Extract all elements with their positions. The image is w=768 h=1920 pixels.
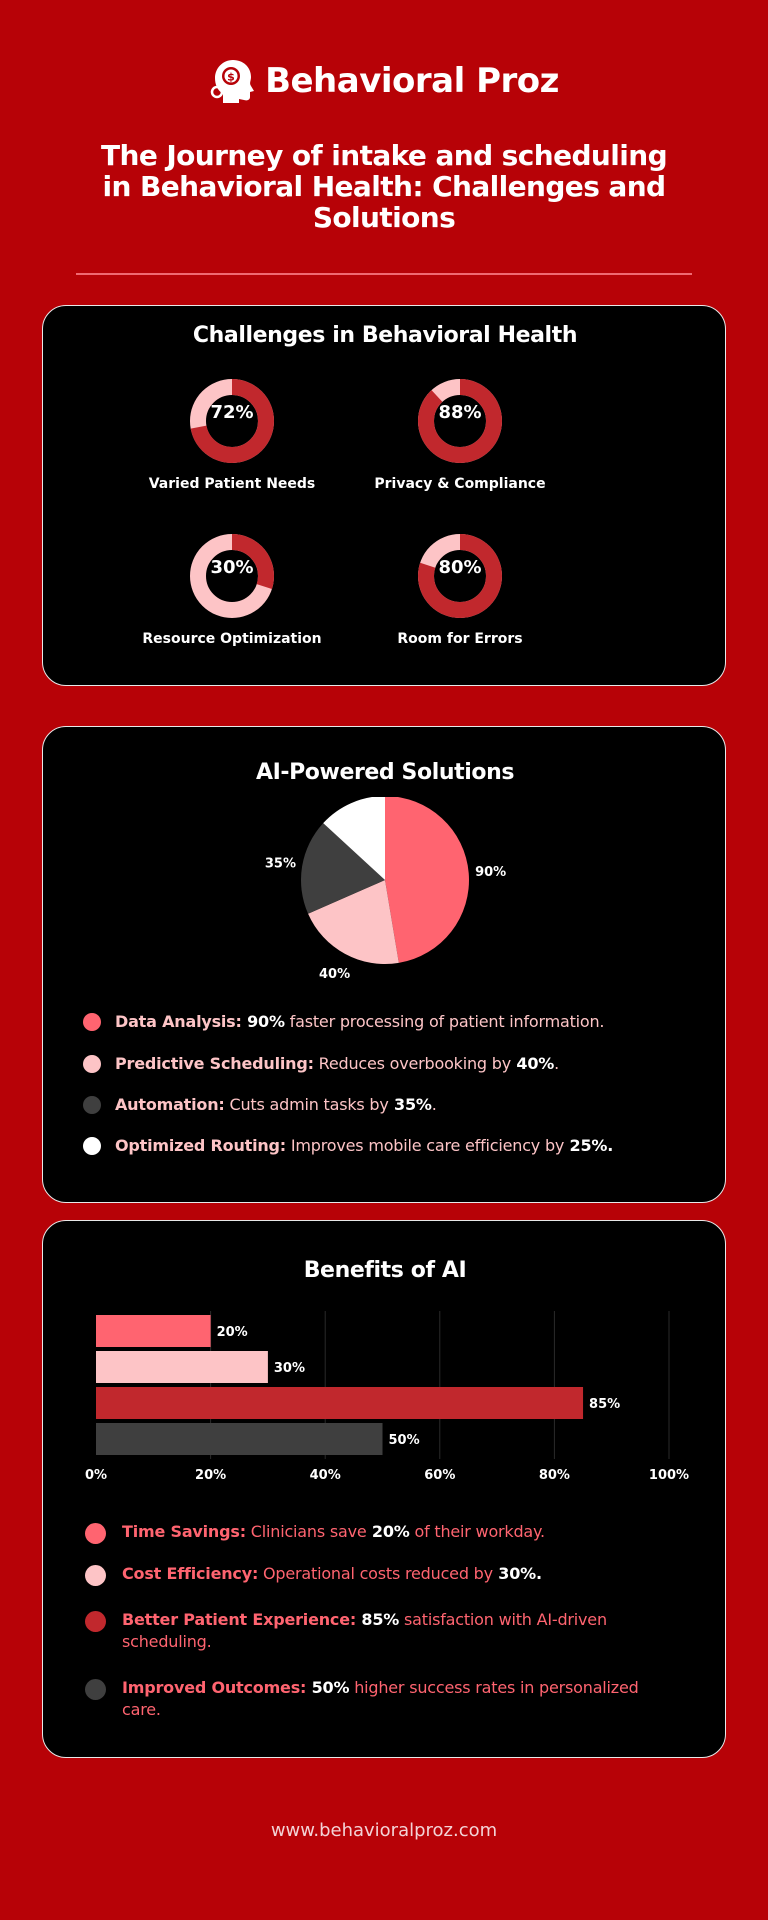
page-title: The Journey of intake and scheduling in Behavioral Health: Challenges and Solutions	[100, 139, 668, 234]
donut-category-label: Varied Patient Needs	[148, 476, 316, 492]
legend-item	[83, 1053, 703, 1075]
legend-item	[83, 1135, 703, 1157]
legend-heading: Better Patient Experience:	[122, 1610, 357, 1629]
x-tick-label: 20%	[195, 1468, 227, 1483]
legend-value: 50%	[306, 1678, 350, 1697]
bar	[96, 1423, 383, 1455]
legend-color-dot	[85, 1679, 106, 1700]
donut-percent-label: 30%	[210, 557, 254, 578]
challenges-title: Challenges in Behavioral Health	[192, 323, 578, 348]
legend-value: 25%.	[564, 1136, 614, 1155]
legend-heading: Improved Outcomes:	[122, 1678, 307, 1697]
donut-category-label: Privacy & Compliance	[374, 476, 546, 492]
pie-slice	[385, 797, 469, 963]
donut-percent-label: 88%	[438, 402, 482, 423]
donut-percent-label: 72%	[210, 402, 254, 423]
benefits-bar-chart	[43, 1311, 727, 1491]
legend-heading: Time Savings:	[122, 1522, 246, 1541]
challenges-card	[42, 305, 726, 686]
legend-value: 20%	[366, 1522, 410, 1541]
bar-value-label: 85%	[589, 1397, 621, 1412]
bar-value-label: 30%	[273, 1361, 306, 1376]
legend-heading: Cost Efficiency:	[122, 1564, 259, 1583]
benefits-card	[42, 1220, 726, 1758]
legend-text: Better Patient Experience: 85% satisfaction with AI-driven scheduling.	[122, 1610, 607, 1651]
donut-category-label: Room for Errors	[397, 631, 523, 647]
legend-color-dot	[85, 1565, 106, 1586]
legend-heading: Predictive Scheduling:	[115, 1054, 314, 1073]
pie-slice-label: 40%	[318, 967, 351, 983]
legend-heading: Data Analysis:	[115, 1012, 242, 1031]
x-tick-label: 80%	[538, 1468, 570, 1483]
legend-color-dot	[85, 1523, 106, 1544]
benefits-title: Benefits of AI	[303, 1258, 467, 1283]
donut-chart	[148, 378, 316, 498]
bar	[96, 1315, 211, 1347]
legend-item	[85, 1563, 655, 1586]
svg-text:$: $	[227, 70, 235, 84]
legend-color-dot	[83, 1096, 101, 1114]
brand-name: Behavioral Proz	[265, 61, 559, 101]
legend-item	[83, 1094, 703, 1116]
legend-color-dot	[85, 1611, 106, 1632]
legend-text: Cost Efficiency: Operational costs reduced by 30%.	[122, 1564, 542, 1583]
x-tick-label: 100%	[648, 1468, 690, 1483]
donut-chart	[380, 533, 540, 653]
donut-percent-label: 80%	[438, 557, 482, 578]
legend-value: 30%.	[492, 1564, 542, 1583]
legend-text: Predictive Scheduling: Reduces overbooking by 40%.	[115, 1054, 559, 1073]
legend-item	[85, 1609, 655, 1653]
legend-item	[85, 1677, 655, 1721]
legend-item	[83, 1011, 703, 1033]
legend-text: Improved Outcomes: 50% higher success rates in personalized care.	[122, 1678, 639, 1719]
legend-value: 85%	[356, 1610, 400, 1629]
head-with-dollar-gear-icon	[209, 58, 257, 104]
legend-text: Optimized Routing: Improves mobile care efficiency by 25%.	[115, 1136, 614, 1155]
solutions-title: AI-Powered Solutions	[255, 760, 515, 785]
bar	[96, 1351, 268, 1383]
legend-value: 40%	[511, 1054, 555, 1073]
donut-category-label: Resource Optimization	[142, 631, 322, 647]
donut-chart	[142, 533, 322, 653]
legend-text: Data Analysis: 90% faster processing of patient information.	[115, 1012, 605, 1031]
legend-item	[85, 1521, 655, 1544]
bar-value-label: 20%	[216, 1325, 248, 1340]
x-tick-label: 60%	[424, 1468, 456, 1483]
legend-color-dot	[83, 1055, 101, 1073]
pie-slice-label: 35%	[264, 856, 297, 872]
divider	[76, 273, 692, 275]
legend-text: Time Savings: Clinicians save 20% of their workday.	[122, 1522, 545, 1541]
bar-value-label: 50%	[388, 1433, 420, 1448]
brand-logo	[0, 58, 768, 104]
legend-color-dot	[83, 1137, 101, 1155]
pie-slice-label: 90%	[475, 865, 507, 881]
bar	[96, 1387, 583, 1419]
x-tick-label: 0%	[84, 1468, 108, 1483]
footer-url[interactable]: www.behavioralproz.com	[270, 1820, 498, 1841]
legend-text: Automation: Cuts admin tasks by 35%.	[115, 1095, 437, 1114]
legend-heading: Automation:	[115, 1095, 225, 1114]
legend-value: 35%	[388, 1095, 432, 1114]
donut-chart	[374, 378, 546, 498]
legend-value: 90%	[241, 1012, 285, 1031]
x-tick-label: 40%	[309, 1468, 341, 1483]
legend-heading: Optimized Routing:	[115, 1136, 287, 1155]
solutions-pie-chart	[43, 797, 727, 987]
legend-color-dot	[83, 1013, 101, 1031]
solutions-card	[42, 726, 726, 1203]
